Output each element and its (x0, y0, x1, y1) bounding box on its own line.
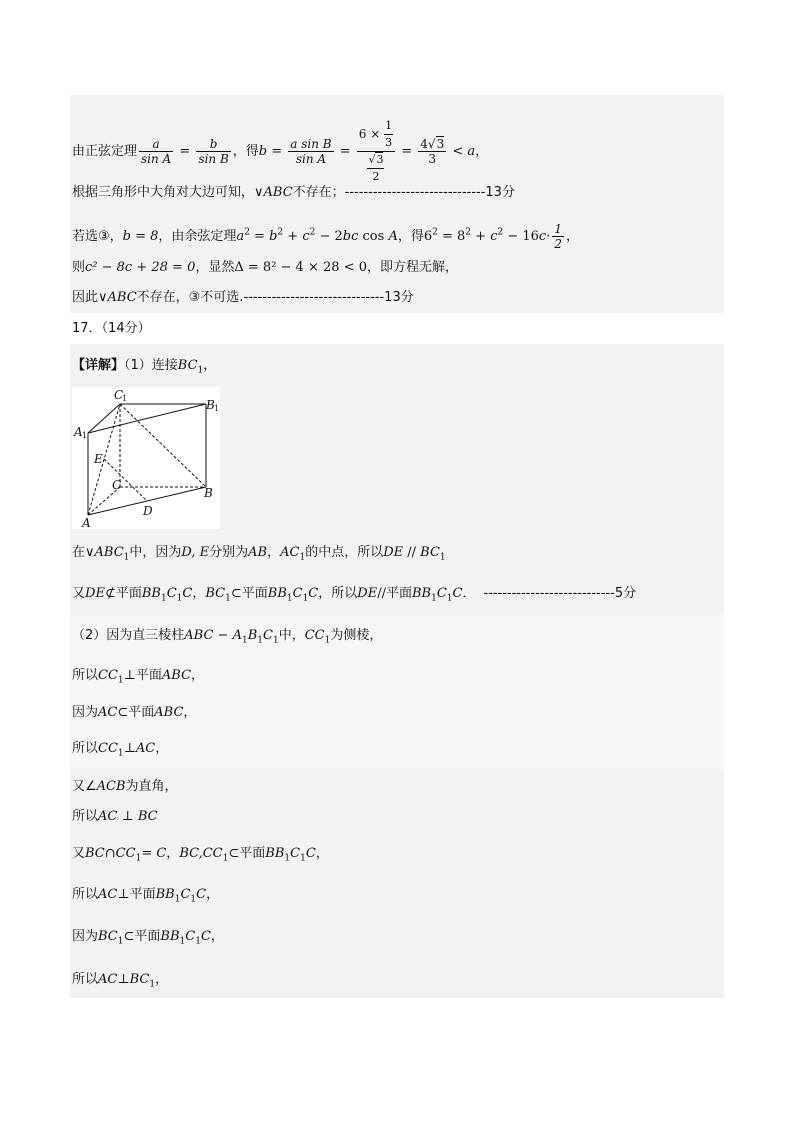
ac-subset-line: 因为AC⊂平面ABC， (72, 705, 197, 720)
sine-rule-line: 由正弦定理 $\frac{a}{\text{sin A}}$ = $\frac{b}{\text{sin B}}$ ，得b = $\frac{\text{a sin B}}{\text{sin A}}$ = 6 × $\frac{1}{3}$ $\frac{√3}{2}$ = $\frac{4√3}{3}$ < a， (72, 119, 489, 183)
intersection-line: 又$BC\cap CC_1= C$，$BC,CC_1\subset$平面$BB_1C_1C$， (72, 846, 329, 864)
conclusion-line: 因此∨ABC不存在，③不可选.------------------------------13分 (72, 290, 414, 305)
cc1-perp-ac-line: 所以$CC_1\perp AC$， (72, 741, 169, 759)
prism-figure (72, 387, 220, 529)
fraction-compound: 6 × $\frac{1}{3}$ $\frac{√3}{2}$ (357, 118, 395, 185)
ac-perp-bc-line: 所以AC ⊥ BC (72, 809, 158, 824)
prism-svg (72, 387, 220, 529)
midpoint-line: 在$\vee ABC_1$中，因为D, E分别为AB，$AC_1$的中点，所以DE // $BC_1$ (72, 545, 446, 563)
label-c1: C (114, 388, 124, 402)
cc1-perp-line: 所以$CC_1\perp$平面ABC， (72, 668, 205, 686)
fraction-b-sinB: $\frac{b}{\text{sin B}}$ (198, 137, 229, 166)
detail-line: 【详解】（1）连接$BC_1$， (72, 358, 217, 376)
cosine-rule-line: 若选③，b = 8，由余弦定理$a^2 = b^2 + c^2 - 2bc$ cos A，得$6^2 = 8^2 + c^2 - 16c\cdot$ $\frac{1}{2}$ ， (72, 222, 579, 251)
label-b1: B (206, 398, 215, 412)
fraction-result: $\frac{4√3}{3}$ (420, 137, 445, 166)
ac-perp-plane-line: 所以AC⊥平面$BB_1C_1C$， (72, 887, 220, 905)
label-a1: A (74, 425, 83, 439)
final-conclusion-line: 所以$AC\perp BC_1$， (72, 972, 169, 990)
bc1-subset-line: 因为$BC_1\subset$平面$BB_1C_1C$， (72, 929, 224, 947)
parallel-plane-line: 又DE⊄平面$BB_1C_1C$，$BC_1\subset$平面$BB_1C_1C$，所以DE//平面$BB_1C_1C$． ----------------------------5分 (72, 586, 637, 604)
prism-line: （2）因为直三棱柱ABC − $A_1B_1C_1$中，$CC_1$为侧棱， (72, 628, 383, 646)
label-b: B (204, 486, 213, 500)
question-17-heading: 17．（14分） (72, 321, 151, 336)
solution-block-4 (70, 770, 724, 998)
label-a: A (82, 516, 91, 529)
fraction-asinB-sinA: $\frac{\text{a sin B}}{\text{sin A}}$ (290, 137, 332, 166)
fraction-a-sinA: $\frac{a}{\text{sin A}}$ (141, 137, 172, 166)
svg-text:1: 1 (122, 394, 128, 403)
label-e: E (94, 452, 103, 466)
label-d: D (143, 504, 153, 518)
label-c: C (112, 478, 122, 492)
right-angle-line: 又∠ACB为直角， (72, 779, 178, 794)
svg-text:1: 1 (82, 431, 88, 440)
large-angle-line: 根据三角形中大角对大边可知，∨ABC不存在；------------------------------13分 (72, 185, 515, 200)
quadratic-line: 则c² − 8c + 28 = 0，显然Δ = 8² − 4 × 28 < 0，即方程无解， (72, 260, 458, 275)
svg-text:1: 1 (214, 404, 220, 413)
